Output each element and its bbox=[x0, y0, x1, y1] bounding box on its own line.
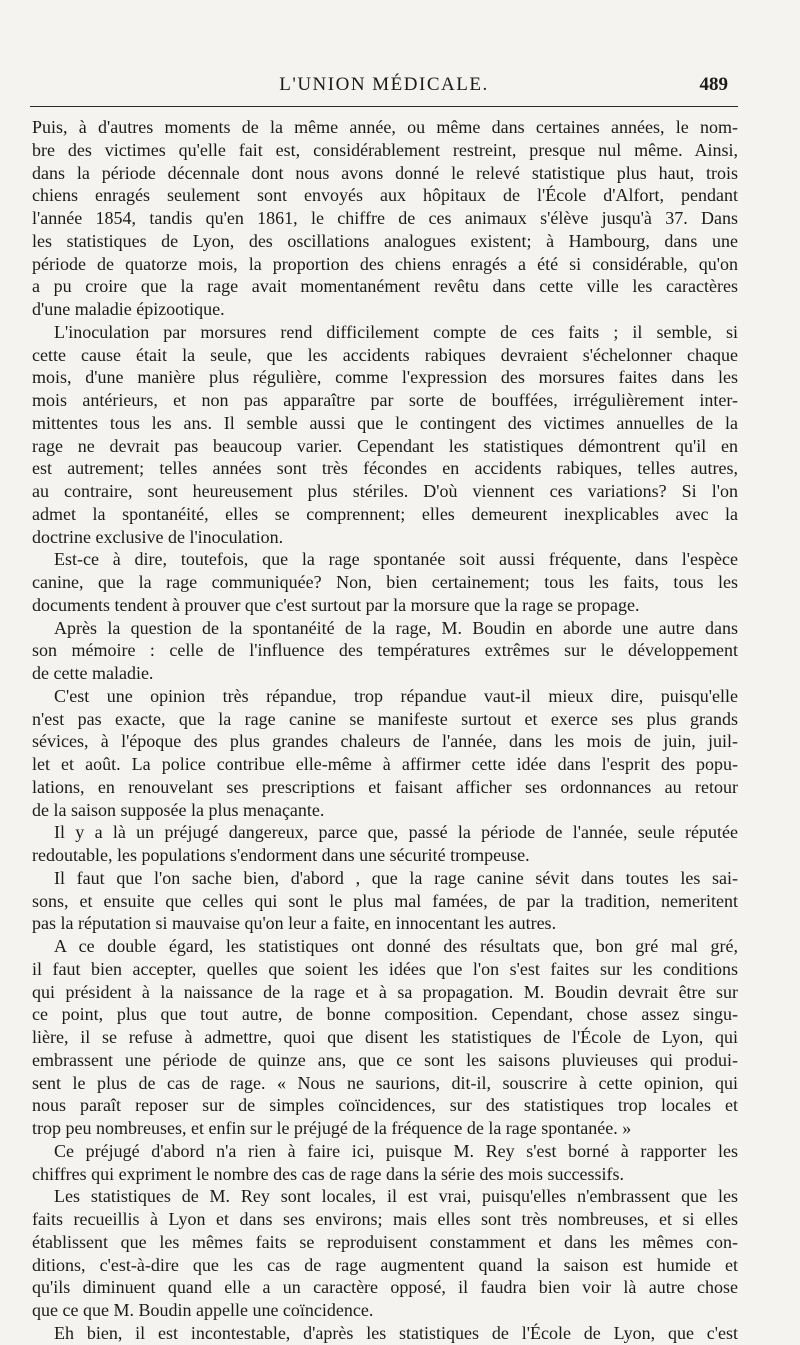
text-line: n'est pas exacte, que la rage canine se manifeste surtout et exerce ses plus grands bbox=[32, 708, 738, 729]
text-line: qu'ils diminuent quand elle a un caractère opposé, il faudra bien voir là autre chose bbox=[32, 1277, 738, 1298]
text-line: embrassent une période de quinze ans, que ce sont les saisons pluvieuses qui produi- bbox=[32, 1049, 738, 1070]
text-line: au contraire, sont heureusement plus stériles. D'où viennent ces variations? Si l'on bbox=[32, 481, 738, 501]
running-title: L'UNION MÉDICALE. bbox=[279, 74, 489, 95]
text-line: rage ne devrait pas beaucoup varier. Cependant les statistiques démontrent qu'il en bbox=[32, 435, 738, 456]
text-line: A ce double égard, les statistiques ont donné des résultats que, bon gré mal gré, bbox=[54, 936, 738, 956]
text-line: établissent que les mêmes faits se reproduisent constamment et dans les mêmes con- bbox=[32, 1231, 738, 1252]
text-line: chiffres qui expriment le nombre des cas de rage dans la série des mois successifs. bbox=[32, 1163, 624, 1184]
text-line: de cette maladie. bbox=[32, 663, 154, 683]
text-line: il faut bien accepter, quelles que soient les idées que l'on s'est faites sur les conditions bbox=[32, 958, 738, 979]
text-line: mois, d'une manière plus régulière, comme l'expression des morsures faites dans les bbox=[32, 367, 738, 388]
text-line: l'année 1854, tandis qu'en 1861, le chiffre de ces animaux s'élève jusqu'à 37. Dans bbox=[32, 208, 738, 228]
text-line: C'est une opinion très répandue, trop répandue vaut-il mieux dire, puisqu'elle bbox=[54, 685, 738, 706]
text-line: Il faut que l'on sache bien, d'abord , que la rage canine sévit dans toutes les sai- bbox=[54, 867, 738, 888]
text-line: lations, en renouvelant ses prescriptions et faisant afficher ses ordonnances au retour bbox=[32, 776, 738, 797]
text-line: mittentes tous les ans. Il semble aussi que le contingent des victimes annuelles de la bbox=[32, 412, 738, 433]
text-line: période de quatorze mois, la proportion des chiens enragés a été si considérable, qu'on bbox=[32, 253, 738, 274]
text-line: L'inoculation par morsures rend difficilement compte de ces faits ; il semble, si bbox=[54, 321, 738, 342]
text-line: redoutable, les populations s'endorment dans une sécurité trompeuse. bbox=[32, 845, 530, 865]
text-line: a pu croire que la rage avait momentanément revêtu dans cette ville les caractères bbox=[32, 276, 738, 297]
text-line: Eh bien, il est incontestable, d'après les statistiques de l'École de Lyon, que c'est bbox=[54, 1322, 738, 1343]
text-line: chiens enragés seulement sont envoyés aux hôpitaux de l'École d'Alfort, pendant bbox=[32, 185, 738, 206]
text-line: lière, il se refuse à admettre, quoi que disent les statistiques de l'École de Lyon, qui bbox=[32, 1027, 738, 1047]
text-line: let et août. La police contribue elle-même à affirmer cette idée dans l'esprit des popu- bbox=[32, 754, 738, 774]
text-line: sent le plus de cas de rage. « Nous ne saurions, dit-il, souscrire à cette opinion, qui bbox=[32, 1072, 738, 1093]
text-line: Les statistiques de M. Rey sont locales, il est vrai, puisqu'elles n'embrassent que les bbox=[54, 1186, 738, 1207]
text-line: canine, que la rage communiquée? Non, bien certainement; tous les faits, tous les bbox=[32, 572, 738, 592]
text-line: d'une maladie épizootique. bbox=[32, 299, 225, 319]
text-line: faits recueillis à Lyon et dans ses environs; mais elles sont très nombreuses, et si elles bbox=[32, 1209, 738, 1229]
text-line: ditions, c'est-à-dire que les cas de rage augmentent quand la saison est humide et bbox=[32, 1254, 738, 1275]
text-line: cette cause était la seule, que les accidents rabiques devraient s'échelonner chaque bbox=[32, 344, 738, 365]
text-line: bre des victimes qu'elle fait est, considérablement restreint, presque nul même. Ainsi, bbox=[32, 139, 738, 160]
text-line: ce point, plus que tout autre, de bonne composition. Cependant, chose assez singu- bbox=[32, 1004, 738, 1025]
text-line: pas la réputation si mauvaise qu'on leur a faite, en innocentant les autres. bbox=[32, 913, 557, 934]
text-line: que ce que M. Boudin appelle une coïncidence. bbox=[32, 1300, 374, 1320]
text-line: Ce préjugé d'abord n'a rien à faire ici, puisque M. Rey s'est borné à rapporter les bbox=[54, 1140, 738, 1161]
text-line: les statistiques de Lyon, des oscillations analogues existent; à Hambourg, dans une bbox=[32, 230, 738, 251]
text-line: admet la spontanéité, elles se comprennent; elles demeurent inexplicables avec la bbox=[32, 503, 738, 524]
text-line: sons, et ensuite que celles qui sont le plus mal famées, de par la tradition, nemeritent bbox=[32, 890, 738, 911]
text-line: qui président à la naissance de la rage et à sa propagation. M. Boudin devrait être sur bbox=[32, 981, 738, 1002]
text-line: trop peu nombreuses, et enfin sur le préjugé de la fréquence de la rage spontanée. » bbox=[32, 1118, 632, 1138]
text-line: Est-ce à dire, toutefois, que la rage spontanée soit aussi fréquente, dans l'espèce bbox=[54, 549, 738, 570]
text-line: documents tendent à prouver que c'est surtout par la morsure que la rage se propage. bbox=[32, 594, 640, 615]
text-line: Après la question de la spontanéité de la rage, M. Boudin en aborde une autre dans bbox=[54, 617, 738, 638]
page-header bbox=[30, 74, 738, 104]
text-line: son mémoire : celle de l'influence des températures extrêmes sur le développement bbox=[32, 640, 738, 661]
text-line: dans la période décennale dont nous avons donné le relevé statistique plus haut, trois bbox=[32, 162, 738, 183]
text-line: Puis, à d'autres moments de la même année, ou même dans certaines années, le nom- bbox=[32, 117, 738, 137]
text-line: mois antérieurs, et non pas apparaître par sorte de bouffées, irrégulièrement inter- bbox=[32, 390, 738, 410]
text-line: doctrine exclusive de l'inoculation. bbox=[32, 526, 284, 547]
header-rule bbox=[30, 106, 738, 107]
text-line: sévices, à l'époque des plus grandes chaleurs de l'année, dans les mois de juin, juil- bbox=[32, 731, 738, 752]
text-line: de la saison supposée la plus menaçante. bbox=[32, 799, 325, 820]
text-line: nous paraît reposer sur de simples coïncidences, sur des statistiques trop locales et bbox=[32, 1095, 738, 1116]
body-text bbox=[32, 116, 738, 1345]
text-line: est autrement; telles années sont très fécondes en accidents rabiques, telles autres, bbox=[32, 458, 738, 479]
page-number: 489 bbox=[699, 74, 728, 95]
text-line: Il y a là un préjugé dangereux, parce que, passé la période de l'année, seule réputée bbox=[54, 822, 738, 843]
